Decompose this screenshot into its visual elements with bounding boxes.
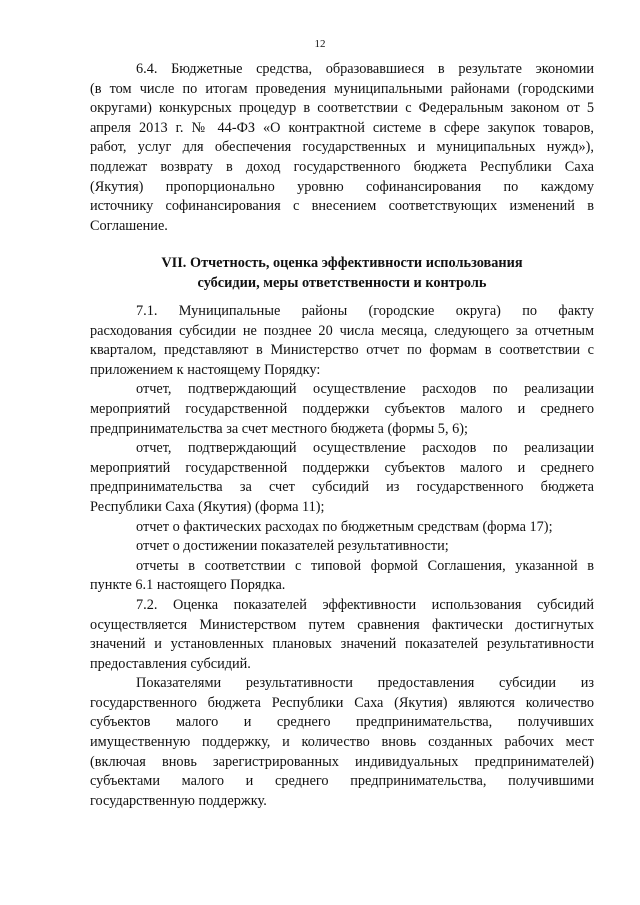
text-line: осуществляется Министерством путем сравнения фактически достигнутых — [90, 616, 594, 633]
list-item-line: Республики Саха (Якутия) (форма 11); — [90, 498, 325, 515]
list-item-line: отчет о достижении показателей результативности; — [136, 538, 449, 555]
text-line: Соглашение. — [90, 217, 168, 234]
paragraph-6-4 — [90, 60, 594, 236]
text-line: подлежат возврату в доход государственного бюджета Республики Саха — [90, 158, 594, 175]
list-item-line: мероприятий государственной поддержки субъектов малого и среднего — [90, 459, 594, 476]
list-item-line: отчет, подтверждающий осуществление расходов по реализации — [136, 440, 594, 457]
paragraph-7-1 — [90, 302, 594, 811]
text-line: (Якутия) пропорционально уровню софинансирования по каждому — [90, 178, 594, 195]
heading-line: субсидии, меры ответственности и контроль — [197, 274, 487, 291]
text-line: расходования субсидии не позднее 20 числа месяца, следующего за отчетным — [90, 322, 594, 339]
text-line: имущественную поддержку, и количество вновь созданных рабочих мест — [90, 734, 594, 751]
text-line: апреля 2013 г. № 44-ФЗ «О контрактной системе в сфере закупок товаров, — [90, 119, 594, 136]
list-item-line: мероприятий государственной поддержки субъектов малого и среднего — [90, 400, 594, 417]
list-item-line: отчеты в соответствии с типовой формой Соглашения, указанной в — [136, 557, 594, 574]
text-line: (в том числе по итогам проведения муниципальными районами (городскими — [90, 80, 594, 97]
text-line: Показателями результативности предоставления субсидии из — [136, 675, 594, 692]
text-line: государственную поддержку. — [90, 792, 267, 809]
text-line: приложением к настоящему Порядку: — [90, 361, 321, 378]
list-item-line: пункте 6.1 настоящего Порядка. — [90, 577, 286, 594]
text-line: предоставления субсидий. — [90, 655, 251, 672]
text-line: 7.2. Оценка показателей эффективности использования субсидий — [136, 596, 594, 613]
text-line: работ, услуг для обеспечения государственных и муниципальных нужд»), — [90, 139, 594, 156]
heading-line: VII. Отчетность, оценка эффективности использования — [161, 255, 523, 271]
text-line: значений и установленных плановых значений показателей результативности — [90, 636, 594, 653]
text-line: 7.1. Муниципальные районы (городские округа) по факту — [136, 303, 594, 319]
text-line: государственного бюджета Республики Саха (Якутия) являются количество — [90, 694, 594, 711]
list-item-line: предпринимательства за счет субсидий из государственного бюджета — [90, 479, 594, 496]
text-line: (включая вновь зарегистрированных индивидуальных предпринимателей) — [90, 753, 594, 770]
section-heading — [90, 254, 594, 293]
text-line: источнику софинансирования с внесением соответствующих изменений в — [90, 198, 594, 215]
list-item-line: отчет, подтверждающий осуществление расходов по реализации — [136, 381, 594, 398]
text-line: субъектами малого и среднего предпринимательства, получившими — [90, 773, 594, 790]
page-number: 12 — [314, 38, 326, 50]
text-line: округами) конкурсных процедур в соответствии с Федеральным законом от 5 — [90, 100, 594, 117]
text-line: кварталом, представляют в Министерство отчет по формам в соответствии с — [90, 342, 594, 359]
list-item-line: отчет о фактических расходах по бюджетным средствам (форма 17); — [136, 518, 553, 535]
text-line: 6.4. Бюджетные средства, образовавшиеся в результате экономии — [136, 61, 594, 77]
text-line: субъектов малого и среднего предпринимательства, получивших — [90, 714, 594, 731]
list-item-line: предпринимательства за счет местного бюджета (формы 5, 6); — [90, 420, 468, 437]
